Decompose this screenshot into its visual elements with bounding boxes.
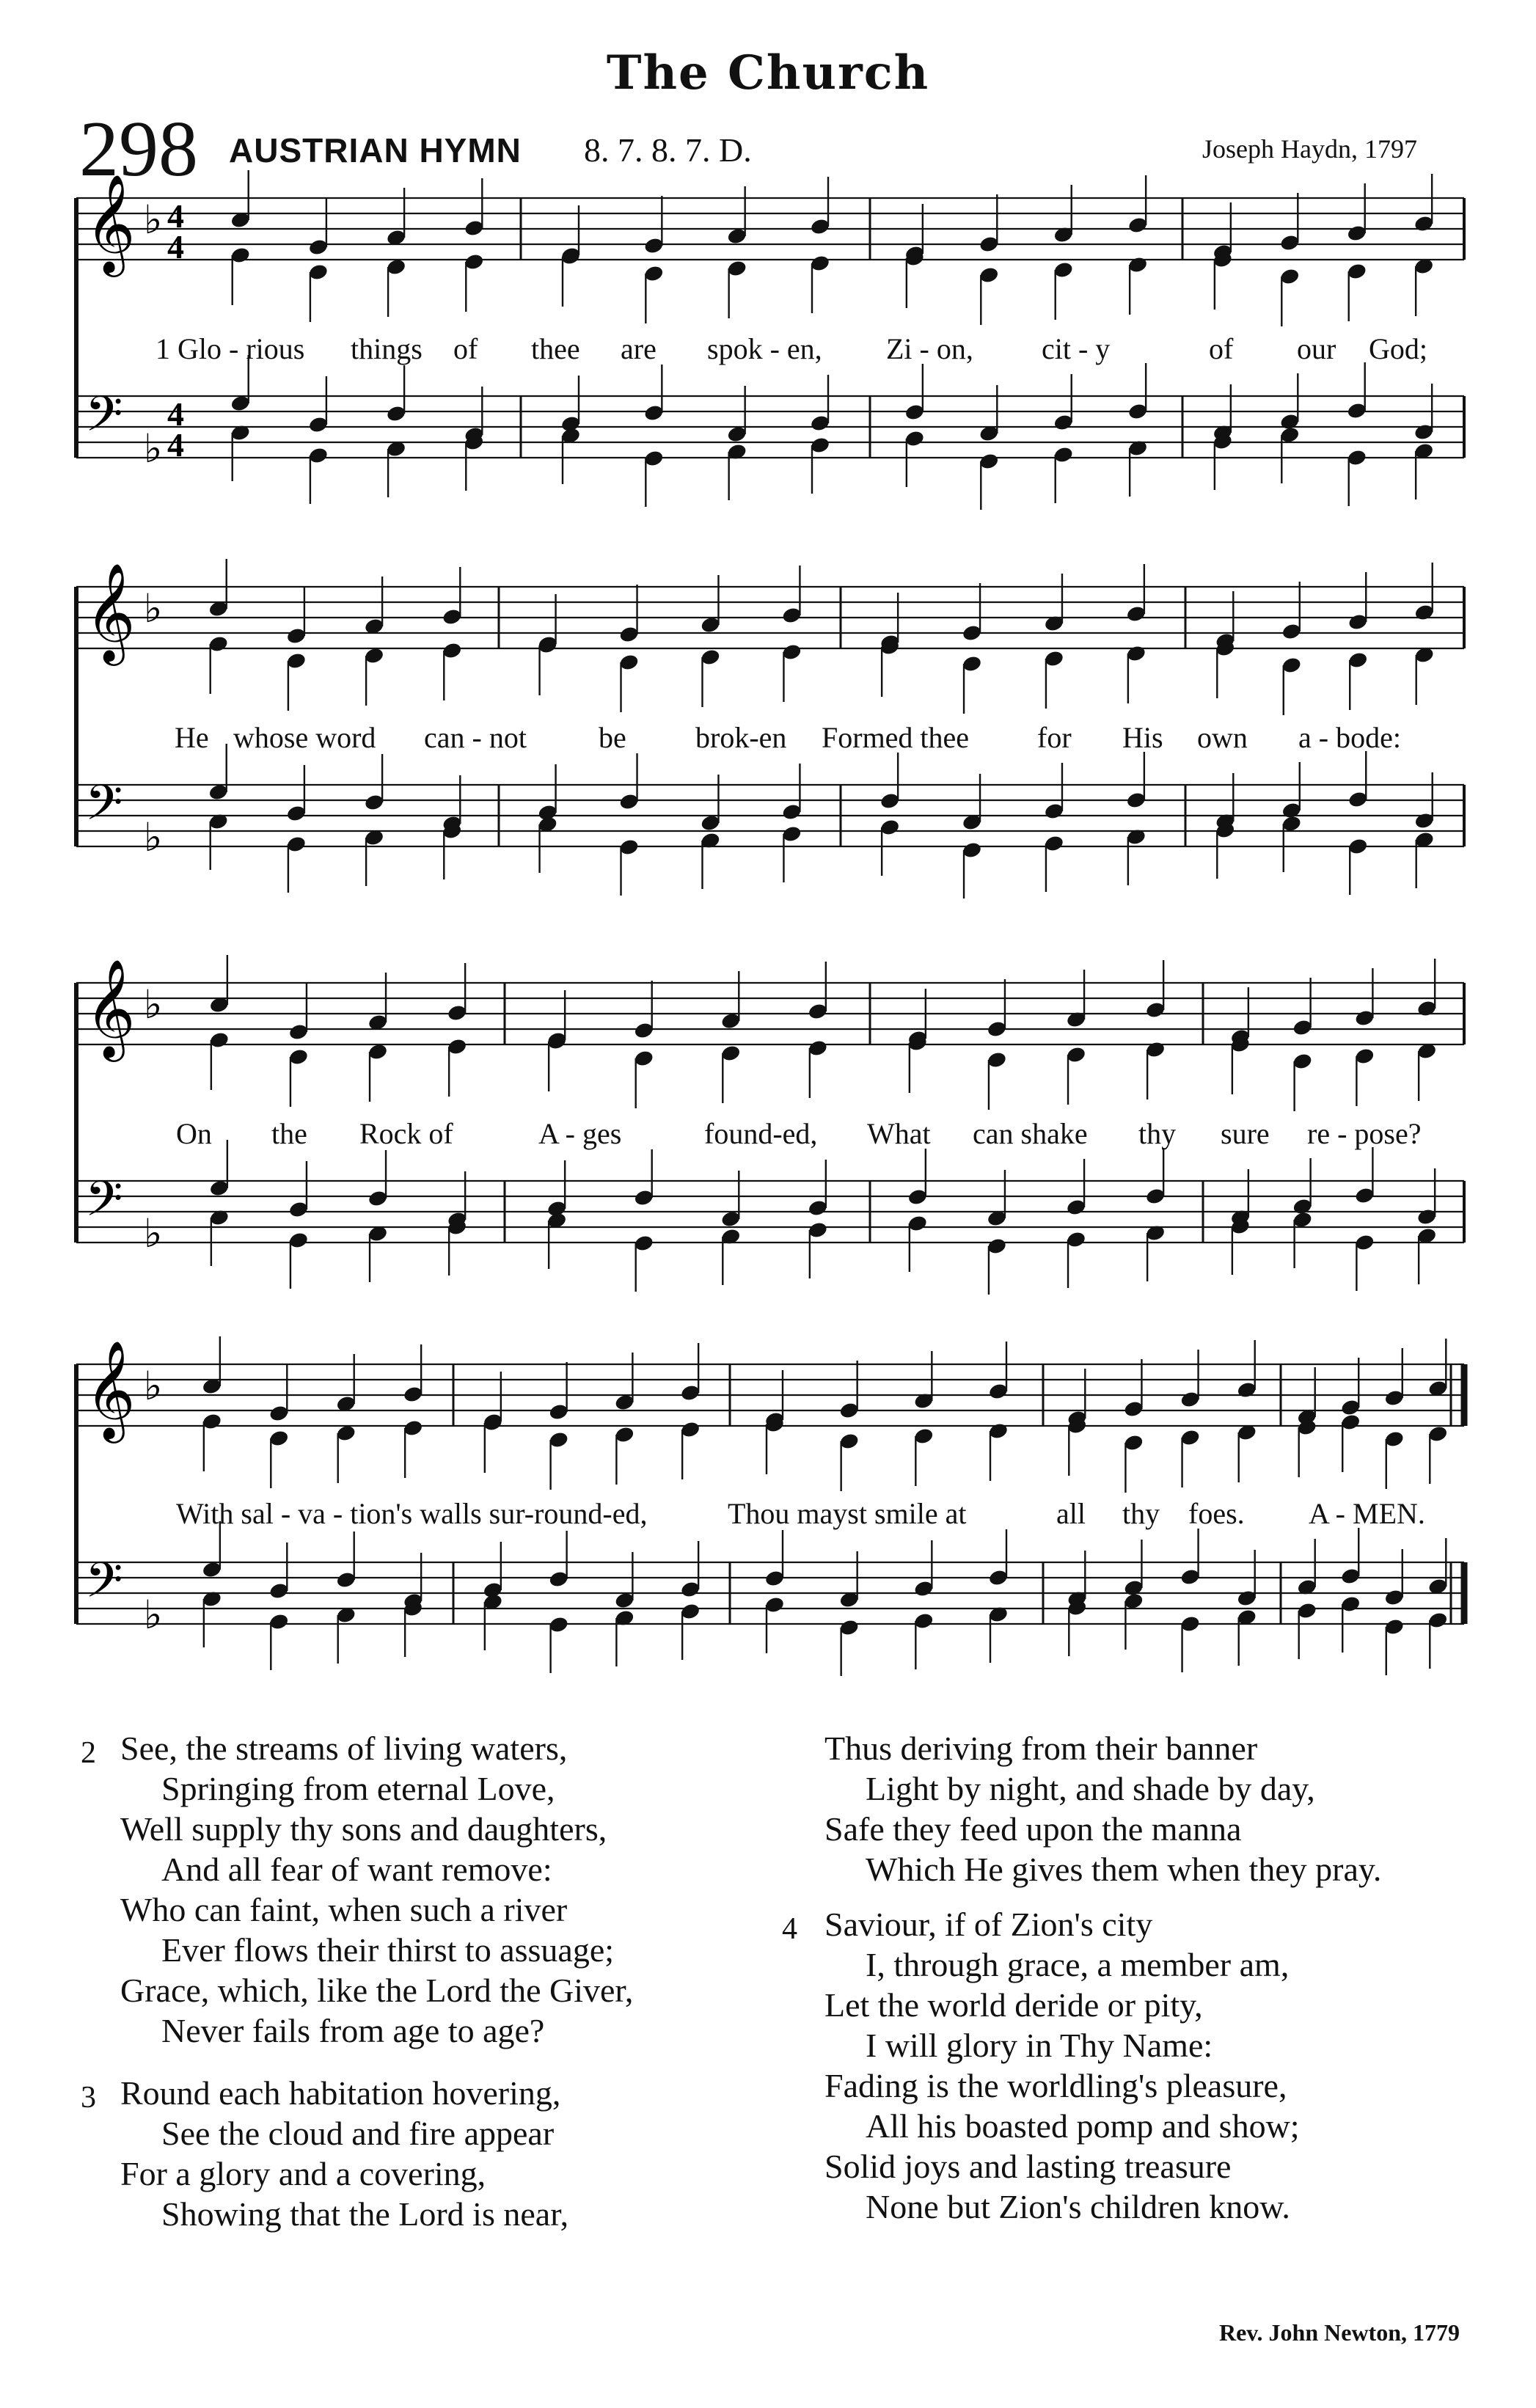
- syl: all: [1056, 1497, 1086, 1530]
- syl: re - pose?: [1307, 1117, 1422, 1150]
- flat-key-signature: ♭: [144, 1592, 163, 1638]
- verse-line: Grace, which, like the Lord the Giver,: [120, 1972, 634, 2009]
- verse-line: Saviour, if of Zion's city: [824, 1906, 1153, 1943]
- syl: sure: [1221, 1117, 1270, 1150]
- verse-line: Light by night, and shade by day,: [866, 1770, 1315, 1807]
- syl: things: [351, 332, 423, 365]
- bass-clef: 𝄢: [85, 1171, 123, 1239]
- treble-clef: 𝄞: [85, 1340, 136, 1439]
- syl: for: [1037, 721, 1072, 754]
- composer: Joseph Haydn, 1797: [1202, 134, 1417, 164]
- treble-clef: 𝄞: [85, 174, 136, 273]
- tune-name: AUSTRIAN HYMN: [229, 131, 522, 169]
- verse-line: Who can faint, when such a river: [120, 1891, 568, 1928]
- syl: A - ges: [538, 1117, 622, 1150]
- verse-2: [120, 1728, 633, 2051]
- verse-line: Which He gives them when they pray.: [866, 1851, 1382, 1888]
- syl: A - MEN.: [1309, 1497, 1425, 1530]
- syl: own: [1197, 721, 1248, 754]
- syl: a - bode:: [1298, 721, 1401, 754]
- verse-line: I will glory in Thy Name:: [866, 2027, 1213, 2064]
- syl: of: [1209, 332, 1234, 365]
- syl: Thou mayst smile at: [728, 1497, 967, 1530]
- verse-line: I, through grace, a member am,: [866, 1946, 1290, 1983]
- treble-clef: 𝄞: [85, 959, 136, 1058]
- verse-4: [824, 1904, 1300, 2227]
- hymn-author: Rev. John Newton, 1779: [1218, 2319, 1460, 2346]
- verse-line: See, the streams of living waters,: [120, 1730, 568, 1767]
- syl: God;: [1369, 332, 1427, 365]
- verse-line: Solid joys and lasting treasure: [824, 2148, 1232, 2185]
- syl: cit - y: [1042, 332, 1111, 365]
- verse-line: Ever flows their thirst to assuage;: [161, 1931, 615, 1969]
- bass-clef: 𝄢: [85, 386, 123, 454]
- bass-clef: 𝄢: [85, 775, 123, 843]
- verse-3b: [824, 1728, 1381, 1889]
- syl: foes.: [1188, 1497, 1245, 1530]
- syl: With sal - va - tion's walls sur-round-ed,: [176, 1497, 648, 1530]
- meter: 8. 7. 8. 7. D.: [584, 131, 752, 169]
- syl: On: [176, 1117, 212, 1150]
- verse-line: Springing from eternal Love,: [161, 1770, 555, 1807]
- verse-number: 2: [81, 1736, 96, 1770]
- verse-line: All his boasted pomp and show;: [866, 2107, 1300, 2145]
- flat-key-signature: ♭: [144, 197, 163, 243]
- syl: can shake: [973, 1117, 1088, 1150]
- time-signature-bottom: 4: [167, 228, 184, 266]
- syl: found-ed,: [704, 1117, 818, 1150]
- treble-clef: 𝄞: [85, 563, 136, 662]
- syl: spok - en,: [707, 332, 822, 365]
- syl: He: [175, 721, 209, 754]
- time-signature-top: 4: [167, 395, 184, 433]
- verse-line: Never fails from age to age?: [161, 2012, 545, 2049]
- syl: thy: [1138, 1117, 1177, 1150]
- syl: whose word: [233, 721, 376, 754]
- syl: What: [867, 1117, 931, 1150]
- flat-key-signature: ♭: [144, 1363, 163, 1409]
- verse-line: Showing that the Lord is near,: [161, 2195, 569, 2233]
- syl: our: [1297, 332, 1336, 365]
- syl: Zi - on,: [886, 332, 973, 365]
- verse-line: For a glory and a covering,: [120, 2155, 486, 2192]
- verse-line: Round each habitation hovering,: [120, 2074, 561, 2112]
- syl: of: [453, 332, 478, 365]
- verse-number: 3: [81, 2081, 96, 2115]
- verse-3a: [120, 2073, 568, 2234]
- syl: can - not: [424, 721, 527, 754]
- bass-clef: 𝄢: [85, 1552, 123, 1620]
- verse-line: And all fear of want remove:: [161, 1851, 552, 1888]
- verse-line: See the cloud and fire appear: [161, 2115, 555, 2152]
- syl: His: [1122, 721, 1163, 754]
- syl: are: [621, 332, 657, 365]
- syl: Rock of: [359, 1117, 453, 1150]
- syl: brok-en: [695, 721, 787, 754]
- verse-number: 4: [782, 1912, 797, 1946]
- verse-line: Safe they feed upon the manna: [824, 1810, 1242, 1848]
- flat-key-signature: ♭: [144, 1210, 163, 1256]
- flat-key-signature: ♭: [144, 814, 163, 860]
- time-signature-bottom: 4: [167, 426, 184, 464]
- syl: Formed thee: [822, 721, 970, 754]
- syl: be: [599, 721, 626, 754]
- verse-line: Let the world deride or pity,: [824, 1986, 1203, 2024]
- hymn-number: 298: [79, 106, 198, 193]
- verse-line: Thus deriving from their banner: [824, 1730, 1258, 1767]
- syl: thee: [531, 332, 580, 365]
- flat-key-signature: ♭: [144, 981, 163, 1028]
- flat-key-signature: ♭: [144, 425, 163, 472]
- verse-line: Fading is the worldling's pleasure,: [824, 2067, 1287, 2104]
- verse-line: None but Zion's children know.: [866, 2188, 1290, 2225]
- time-signature-top: 4: [167, 197, 184, 235]
- verse-line: Well supply thy sons and daughters,: [120, 1810, 607, 1848]
- section-title: The Church: [606, 45, 930, 100]
- syl: the: [271, 1117, 307, 1150]
- flat-key-signature: ♭: [144, 585, 163, 632]
- syl: 1 Glo - rious: [156, 332, 305, 365]
- syl: thy: [1122, 1497, 1160, 1530]
